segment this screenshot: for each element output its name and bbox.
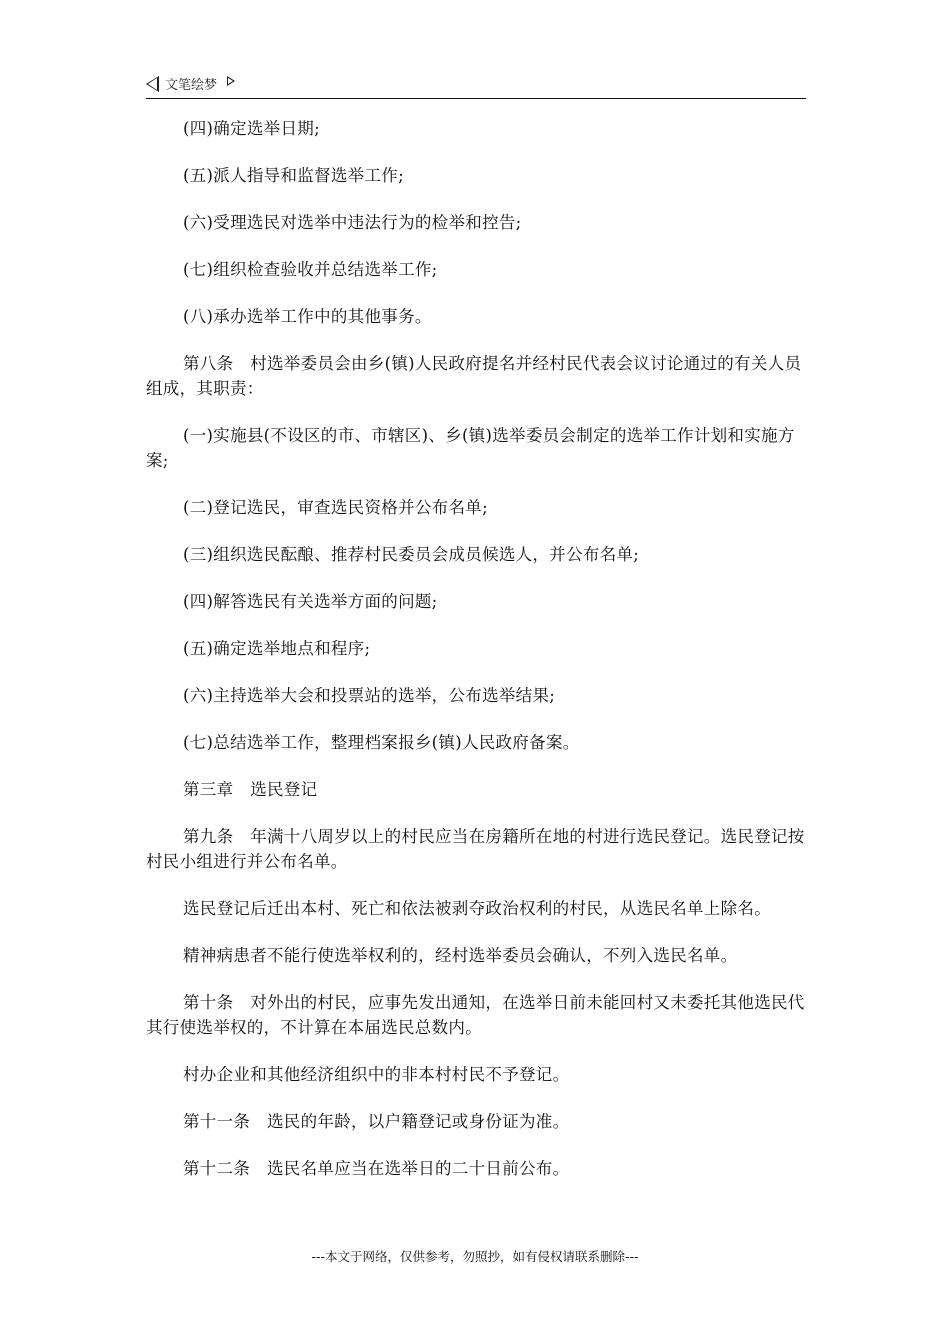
article-12: 第十二条 选民名单应当在选举日的二十日前公布。 xyxy=(183,1159,570,1178)
article-10: 第十条 对外出的村民，应事先发出通知，在选举日前未能回村又未委托其他选民代其行使选举权的，不计算在本届选民总数内。 xyxy=(146,993,805,1037)
paragraph: 选民登记后迁出本村、死亡和依法被剥夺政治权利的村民，从选民名单上除名。 xyxy=(183,899,771,918)
triangle-right-icon xyxy=(227,76,235,86)
paragraph: (四)解答选民有关选举方面的问题; xyxy=(183,592,438,611)
article-9: 第九条 年满十八周岁以上的村民应当在房籍所在地的村进行选民登记。选民登记按村民小组进行并公布名单。 xyxy=(146,827,805,871)
triangle-left-icon xyxy=(146,76,159,92)
paragraph: (五)确定选举地点和程序; xyxy=(183,639,371,658)
paragraph: (六)主持选举大会和投票站的选举，公布选举结果; xyxy=(183,686,556,705)
paragraph: (八)承办选举工作中的其他事务。 xyxy=(183,307,432,326)
header-brand xyxy=(146,74,235,93)
paragraph: (一)实施县(不设区的市、市辖区)、乡(镇)选举委员会制定的选举工作计划和实施方案; xyxy=(146,426,795,470)
paragraph: (七)组织检查验收并总结选举工作; xyxy=(183,260,438,279)
paragraph: 精神病患者不能行使选举权利的，经村选举委员会确认，不列入选民名单。 xyxy=(183,946,738,965)
paragraph: (七)总结选举工作，整理档案报乡(镇)人民政府备案。 xyxy=(183,733,580,752)
document-body xyxy=(146,116,806,1203)
article-11: 第十一条 选民的年龄，以户籍登记或身份证为准。 xyxy=(183,1112,570,1131)
chapter-heading: 第三章 选民登记 xyxy=(183,780,318,799)
paragraph: (五)派人指导和监督选举工作; xyxy=(183,166,404,185)
paragraph: (四)确定选举日期; xyxy=(183,119,320,138)
paragraph: 村办企业和其他经济组织中的非本村村民不予登记。 xyxy=(183,1065,570,1084)
paragraph: (三)组织选民酝酿、推荐村民委员会成员候选人，并公布名单; xyxy=(183,545,640,564)
page-header xyxy=(146,70,806,99)
paragraph: (二)登记选民，审查选民资格并公布名单; xyxy=(183,498,488,517)
brand-text: 文笔绘梦 xyxy=(165,78,218,93)
article-8: 第八条 村选举委员会由乡(镇)人民政府提名并经村民代表会议讨论通过的有关人员组成，其职责： xyxy=(146,354,802,398)
paragraph: (六)受理选民对选举中违法行为的检举和控告; xyxy=(183,213,522,232)
footer-notice: ---本文于网络，仅供参考，勿照抄，如有侵权请联系删除--- xyxy=(311,1249,639,1264)
